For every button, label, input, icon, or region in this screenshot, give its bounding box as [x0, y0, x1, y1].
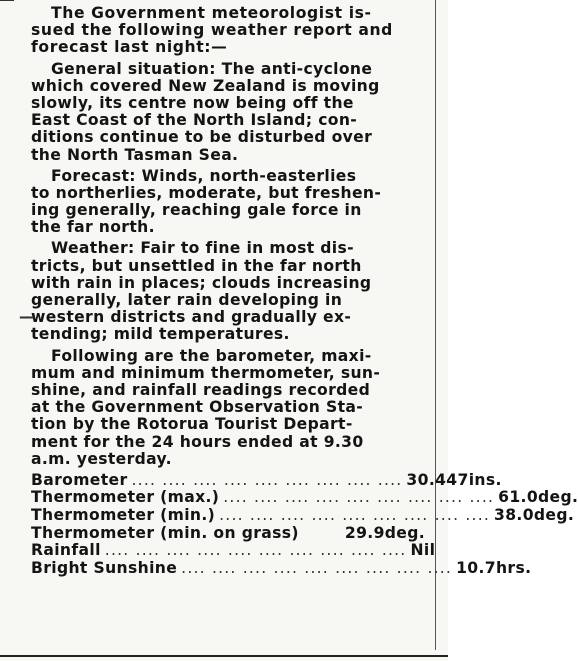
reading-row-bright-sunshine: [31, 558, 532, 578]
reading-value: 38.0deg.: [494, 506, 575, 525]
paragraph-line-text: western districts and gradually ex-: [31, 308, 352, 327]
paragraph-line: generally, later rain developing in: [31, 291, 343, 309]
paragraph-line: at the Government Observation Sta-: [31, 398, 364, 417]
paragraph-line: which covered New Zealand is moving: [31, 76, 380, 95]
paragraph-line: [19, 308, 425, 327]
reading-label: Thermometer (min.): [31, 506, 216, 525]
reading-row-barometer: [31, 470, 502, 490]
reading-value: 61.0deg.: [498, 488, 578, 507]
paragraph-line: General situation: The anti-cyclone: [51, 59, 373, 78]
top-rule: [0, 0, 14, 1]
dot-leader: .... .... .... .... .... .... .... .... .... ....: [104, 541, 407, 560]
paragraph-line: slowly, its centre now being off the: [31, 93, 354, 112]
report-heading: [11, 5, 425, 57]
reading-value: 10.7hrs.: [456, 558, 532, 577]
paragraph-line: ment for the 24 hours ended at 9.30: [31, 432, 364, 451]
paragraph-line: Following are the barometer, maxi-: [51, 346, 372, 365]
heading-line: The Government meteorologist is-: [51, 4, 372, 22]
reading-label: Rainfall: [31, 541, 101, 560]
weather-report-column: [19, 4, 578, 577]
reading-value: 30.447ins.: [406, 470, 502, 489]
paragraph-line: tending; mild temperatures.: [31, 325, 290, 344]
paragraph-line: ditions continue to be disturbed over: [31, 128, 373, 147]
paragraph-line: to northerlies, moderate, but freshen-: [31, 183, 382, 202]
paragraph-line: Weather: Fair to fine in most dis-: [51, 239, 354, 258]
paragraph-line: mum and minimum thermometer, sun-: [31, 363, 381, 382]
dot-leader: .... .... .... .... .... .... .... .... ....: [219, 506, 491, 525]
margin-mark: —: [19, 308, 35, 327]
weather-paragraph: [19, 239, 425, 344]
paragraph-line: the North Tasman Sea.: [31, 145, 239, 164]
dot-leader: .... .... .... .... .... .... .... .... ....: [223, 488, 495, 507]
paragraph-line: East Coast of the North Island; con-: [31, 111, 358, 130]
forecast-paragraph: [31, 168, 425, 237]
paragraph-line: tricts, but unsettled in the far north: [31, 256, 362, 275]
paragraph-line: Forecast: Winds, north-easterlies: [51, 166, 357, 185]
dot-leader: .... .... .... .... .... .... .... .... ....: [181, 558, 453, 577]
paragraph-line: a.m. yesterday.: [31, 449, 172, 468]
heading-line: sued the following weather report and: [31, 21, 393, 40]
readings-intro-paragraph: [31, 348, 425, 468]
paragraph-line: with rain in places; clouds increasing: [31, 273, 372, 292]
dot-leader: [301, 525, 343, 543]
reading-row-rainfall: [31, 541, 436, 560]
reading-label: Thermometer (min. on grass): [31, 523, 299, 542]
paragraph-line: tion by the Rotorua Tourist Depart-: [31, 415, 353, 434]
reading-label: Barometer: [31, 470, 128, 489]
reading-row-thermometer-grass: [31, 525, 425, 543]
heading-line: forecast last night:—: [31, 38, 228, 57]
general-situation-paragraph: [31, 61, 425, 164]
bottom-rule: [0, 655, 448, 657]
reading-label: Bright Sunshine: [31, 558, 178, 577]
reading-value: 29.9deg.: [344, 523, 425, 542]
dot-leader: .... .... .... .... .... .... .... .... ....: [131, 470, 403, 489]
reading-label: Thermometer (max.): [31, 488, 220, 507]
reading-value: Nil: [410, 541, 436, 560]
readings-table: [31, 470, 578, 578]
paragraph-line: shine, and rainfall readings recorded: [31, 380, 371, 399]
reading-row-thermometer-min: [31, 506, 575, 525]
paragraph-line: ing generally, reaching gale force in: [31, 201, 362, 220]
reading-row-thermometer-max: [31, 488, 578, 507]
paragraph-line: the far north.: [31, 218, 155, 237]
